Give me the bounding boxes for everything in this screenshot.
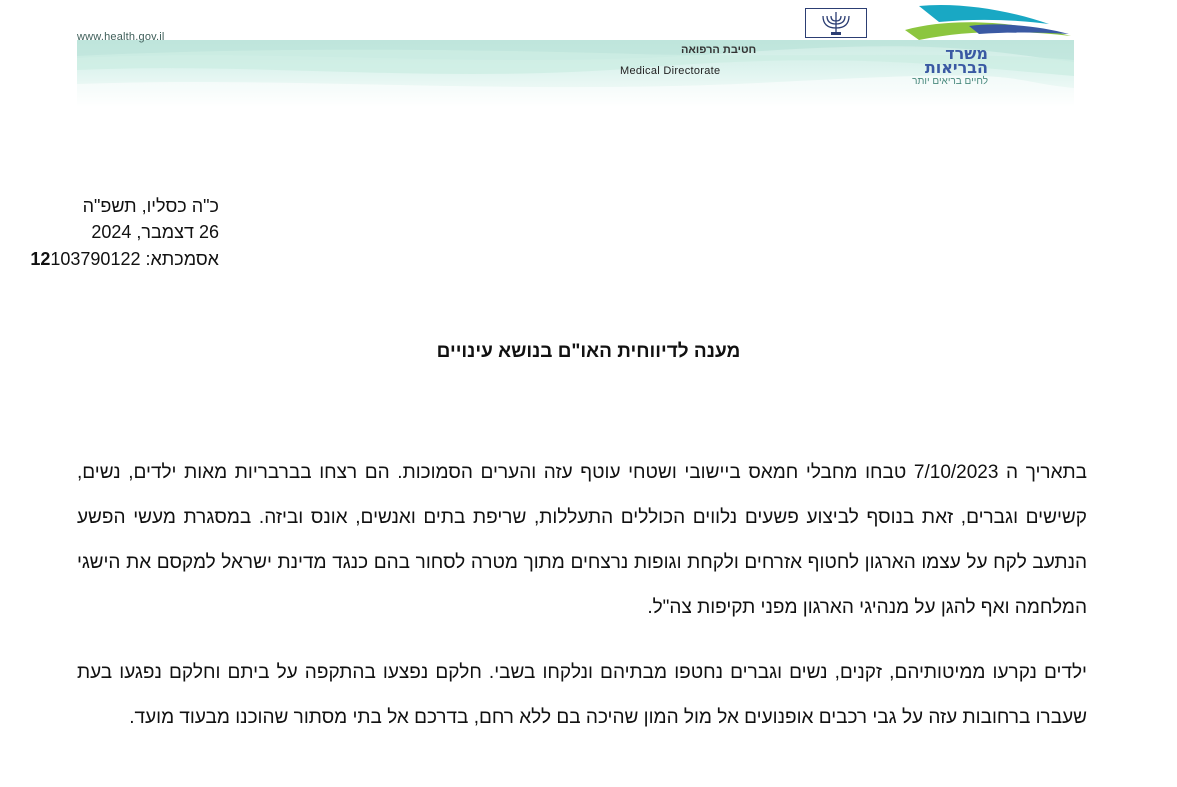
- body-paragraph: בתאריך ה 7/10/2023 טבחו מחבלי חמאס ביישובי ושטחי עוטף עזה והערים הסמוכות. הם רצחו בברבריות מאות ילדים, נשים, קשישים וגברים, זאת בנוסף לביצוע פשעים נלווים הכוללים התעללות, שריפת בתים ואנשים, אונס וביזה. במסגרת מעשי הפשע הנתעב לקח על עצמו הארגון לחטוף אזרחים ולקחת וגופות נרצחים מתוך מטרה לסחור בהם כנגד מדינת ישראל למקסם את הישגי המלחמה ואף להגן על מנהיגי הארגון מפני תקיפות צה"ל.: [77, 462, 1087, 618]
- letterhead: [77, 0, 1074, 108]
- reference-number: 103790122: [50, 249, 141, 269]
- ministry-logo-icon: [899, 0, 1074, 48]
- state-emblem-icon: [805, 8, 867, 38]
- reference-line: [30, 249, 219, 270]
- ministry-name-line1: משרד: [945, 44, 988, 63]
- hebrew-date: כ"ה כסליו, תשפ"ה: [82, 196, 219, 216]
- directorate-english: Medical Directorate: [620, 65, 721, 77]
- directorate-hebrew: חטיבת הרפואה: [681, 44, 757, 56]
- reference-label: אסמכתא:: [145, 249, 219, 269]
- body-paragraph: ילדים נקרעו ממיטותיהם, זקנים, נשים וגברים נחטפו מבתיהם ונלקחו בשבי. חלקם נפצעו בהתקפה על ביתם וחלקם נפגעו בעת שעברו ברחובות עזה על גבי רכבים אופנועים אל מול המון שהיכה בם ללא רחם, בדרכם אל בתי מסתור שהוכנו מבעוד מועד.: [77, 662, 1087, 728]
- website-url: www.health.gov.il: [77, 31, 165, 43]
- ministry-tagline: לחיים בריאים יותר: [912, 76, 988, 87]
- ministry-name-line2: הבריאות: [924, 58, 988, 77]
- document-title: מענה לדיווחית האו"ם בנושא עינויים: [436, 341, 741, 362]
- gregorian-date: 26 דצמבר, 2024: [91, 222, 219, 242]
- reference-bold-prefix: 12: [30, 249, 51, 269]
